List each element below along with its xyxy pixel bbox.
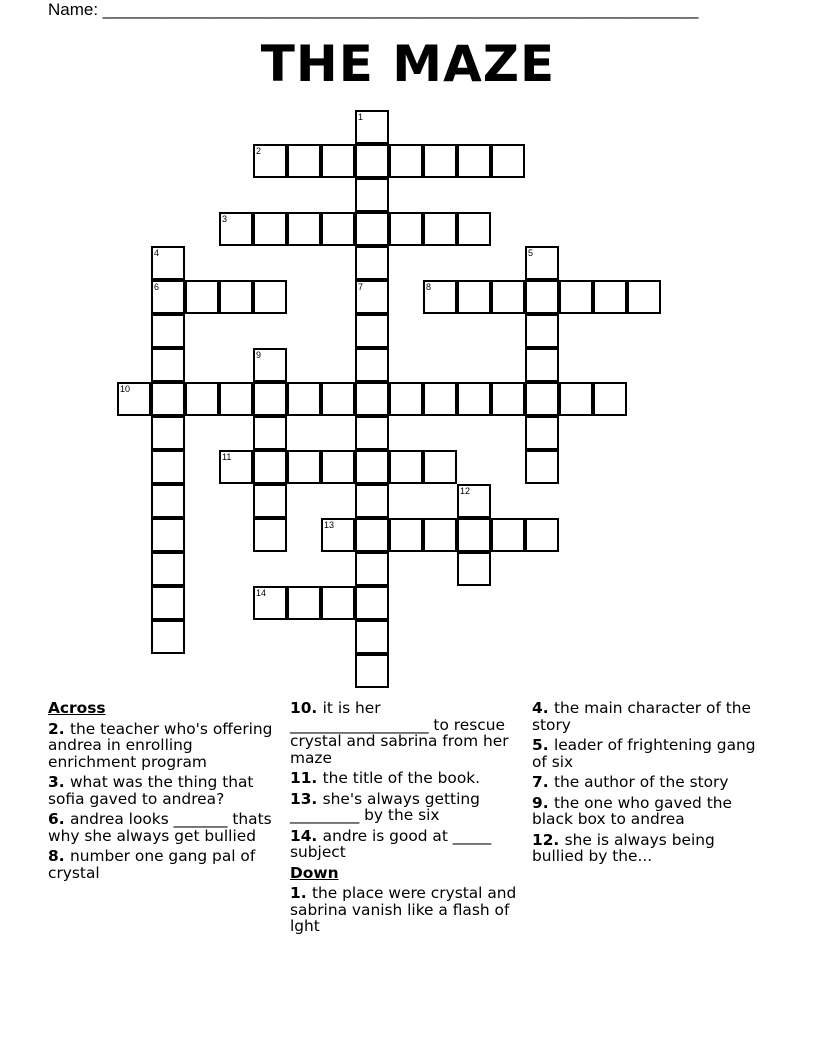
grid-cell[interactable] [151,382,185,416]
clue-text: the place were crystal and sabrina vanish like a flash of lght [290,884,517,935]
clue-down-1: 1. the place were crystal and sabrina vanish like a flash of lght [290,884,517,935]
grid-cell[interactable] [151,450,185,484]
grid-cell[interactable] [253,484,287,518]
grid-cell[interactable] [355,110,389,144]
grid-cell[interactable] [423,280,457,314]
grid-cell[interactable] [151,586,185,620]
grid-cell[interactable] [423,212,457,246]
clue-number: 1 [290,884,301,902]
clue-across-10: 10. it is her __________________ to rescue crystal and sabrina from her maze [290,699,509,767]
clue-text: she's always getting _________ by the six [290,789,480,824]
clue-text: andrea looks _______ thats why she always get bullied [48,810,272,845]
grid-cell[interactable] [559,382,593,416]
grid-cell[interactable] [151,280,185,314]
cell-number: 2 [256,146,262,156]
cell-number: 1 [358,112,364,122]
grid-cell[interactable] [151,246,185,280]
grid-cell[interactable] [151,518,185,552]
grid-cell[interactable] [355,212,389,246]
clue-across-8: 8. number one gang pal of crystal [48,847,256,882]
clue-text: the one who gaved the black box to andrea [532,793,732,828]
clue-text: she is always being bullied by the... [532,830,715,865]
grid-cell[interactable] [253,518,287,552]
clue-down-12: 12. she is always being bullied by the... [532,830,715,865]
grid-cell[interactable] [355,382,389,416]
grid-cell[interactable] [593,280,627,314]
across-heading: Across [48,699,106,717]
grid-cell[interactable] [355,144,389,178]
cell-number: 9 [256,350,262,360]
grid-cell[interactable] [151,314,185,348]
grid-cell[interactable] [321,144,355,178]
grid-cell[interactable] [491,518,525,552]
grid-cell[interactable] [253,348,287,382]
cell-number: 14 [256,588,267,598]
grid-cell[interactable] [219,450,253,484]
grid-cell[interactable] [389,212,423,246]
clue-number: 10 [290,699,312,717]
grid-cell[interactable] [219,280,253,314]
grid-cell[interactable] [355,178,389,212]
grid-cell[interactable] [321,518,355,552]
grid-cell[interactable] [389,518,423,552]
grid-cell[interactable] [151,620,185,654]
cell-number: 4 [154,248,160,258]
grid-cell[interactable] [423,382,457,416]
clue-text: what was the thing that sofia gaved to andrea? [48,773,254,808]
cell-number: 13 [324,520,335,530]
grid-cell[interactable] [525,518,559,552]
grid-cell[interactable] [321,586,355,620]
grid-cell[interactable] [151,484,185,518]
grid-cell[interactable] [287,212,321,246]
clue-across-14: 14. andre is good at _____ subject [290,826,492,861]
grid-cell[interactable] [525,314,559,348]
clue-text: the main character of the story [532,699,752,734]
grid-cell[interactable] [321,382,355,416]
grid-cell[interactable] [253,382,287,416]
grid-cell[interactable] [457,552,491,586]
grid-cell[interactable] [355,620,389,654]
clue-number: 12 [532,830,554,849]
grid-cell[interactable] [457,144,491,178]
grid-cell[interactable] [423,518,457,552]
clue-text: leader of frightening gang of six [532,736,756,771]
clue-number: 9 [532,793,543,812]
grid-cell[interactable] [525,382,559,416]
grid-cell[interactable] [253,586,287,620]
grid-cell[interactable] [321,212,355,246]
clue-text: the teacher who's offering andrea in enrolling enrichment program [48,719,273,771]
clue-number: 11 [290,769,312,787]
clue-text: andre is good at _____ subject [290,826,492,861]
grid-cell[interactable] [117,382,151,416]
grid-cell[interactable] [525,280,559,314]
clue-across-3: 3. what was the thing that sofia gaved to andrea? [48,773,254,808]
clue-down-4: 4. the main character of the story [532,699,752,734]
grid-cell[interactable] [491,382,525,416]
cell-number: 11 [222,452,232,462]
clue-across-11: 11. the title of the book. [290,769,481,787]
grid-cell[interactable] [355,450,389,484]
grid-cell[interactable] [253,144,287,178]
clue-across-13: 13. she's always getting _________ by the six [290,789,480,824]
grid-cell[interactable] [525,348,559,382]
grid-cell[interactable] [253,212,287,246]
clue-down-9: 9. the one who gaved the black box to andrea [532,793,732,828]
clues-column-3 [532,700,768,869]
grid-cell[interactable] [525,450,559,484]
grid-cell[interactable] [219,212,253,246]
clue-text: the title of the book. [322,769,481,787]
clue-across-2: 2. the teacher who's offering andrea in enrolling enrichment program [48,719,273,771]
clue-number: 6 [48,810,59,828]
grid-cell[interactable] [253,416,287,450]
grid-cell[interactable] [287,450,321,484]
grid-cell[interactable] [185,382,219,416]
grid-cell[interactable] [321,450,355,484]
clue-number: 14 [290,826,312,845]
grid-cell[interactable] [355,484,389,518]
clue-text: it is her __________________ to rescue crystal and sabrina from her maze [290,699,509,767]
clues-column-1 [48,700,278,885]
grid-cell[interactable] [219,382,253,416]
grid-cell[interactable] [457,484,491,518]
cell-number: 7 [358,282,364,292]
grid-cell[interactable] [355,246,389,280]
grid-cell[interactable] [355,552,389,586]
grid-cell[interactable] [525,416,559,450]
grid-cell[interactable] [559,280,593,314]
grid-cell[interactable] [185,280,219,314]
grid-cell[interactable] [287,144,321,178]
clue-number: 13 [290,789,312,808]
grid-cell[interactable] [491,280,525,314]
page-title: THE MAZE [260,35,556,93]
grid-cell[interactable] [389,382,423,416]
grid-cell[interactable] [491,144,525,178]
grid-cell[interactable] [151,348,185,382]
clue-number: 2 [48,719,59,738]
clues-column-2 [290,700,518,939]
clue-across-6: 6. andrea looks _______ thats why she always get bullied [48,810,272,845]
grid-cell[interactable] [355,518,389,552]
grid-cell[interactable] [355,348,389,382]
clue-number: 7 [532,773,543,791]
clue-number: 8 [48,847,59,865]
cell-number: 12 [460,486,471,496]
name-field[interactable]: Name: _______________________________________________________________ [48,0,699,19]
grid-cell[interactable] [253,450,287,484]
clue-number: 3 [48,773,59,791]
grid-cell[interactable] [457,212,491,246]
grid-cell[interactable] [457,382,491,416]
clue-number: 5 [532,736,543,754]
grid-cell[interactable] [287,586,321,620]
grid-cell[interactable] [151,416,185,450]
grid-cell[interactable] [423,450,457,484]
cell-number: 5 [528,248,534,258]
grid-cell[interactable] [389,144,423,178]
clue-text: the author of the story [553,773,729,791]
clue-down-5: 5. leader of frightening gang of six [532,736,756,771]
grid-cell[interactable] [355,314,389,348]
grid-cell[interactable] [287,382,321,416]
grid-cell[interactable] [355,416,389,450]
clue-text: number one gang pal of crystal [48,847,256,882]
grid-cell[interactable] [355,586,389,620]
down-heading: Down [290,863,339,882]
cell-number: 10 [120,384,131,394]
grid-cell[interactable] [355,280,389,314]
grid-cell[interactable] [423,144,457,178]
grid-cell[interactable] [151,552,185,586]
grid-cell[interactable] [457,280,491,314]
grid-cell[interactable] [355,654,389,688]
cell-number: 6 [154,282,160,292]
grid-cell[interactable] [457,518,491,552]
clue-down-7: 7. the author of the story [532,773,729,791]
cell-number: 3 [222,214,228,224]
grid-cell[interactable] [627,280,661,314]
clue-number: 4 [532,699,543,717]
grid-cell[interactable] [389,450,423,484]
cell-number: 8 [426,282,432,292]
grid-cell[interactable] [525,246,559,280]
grid-cell[interactable] [253,280,287,314]
grid-cell[interactable] [593,382,627,416]
